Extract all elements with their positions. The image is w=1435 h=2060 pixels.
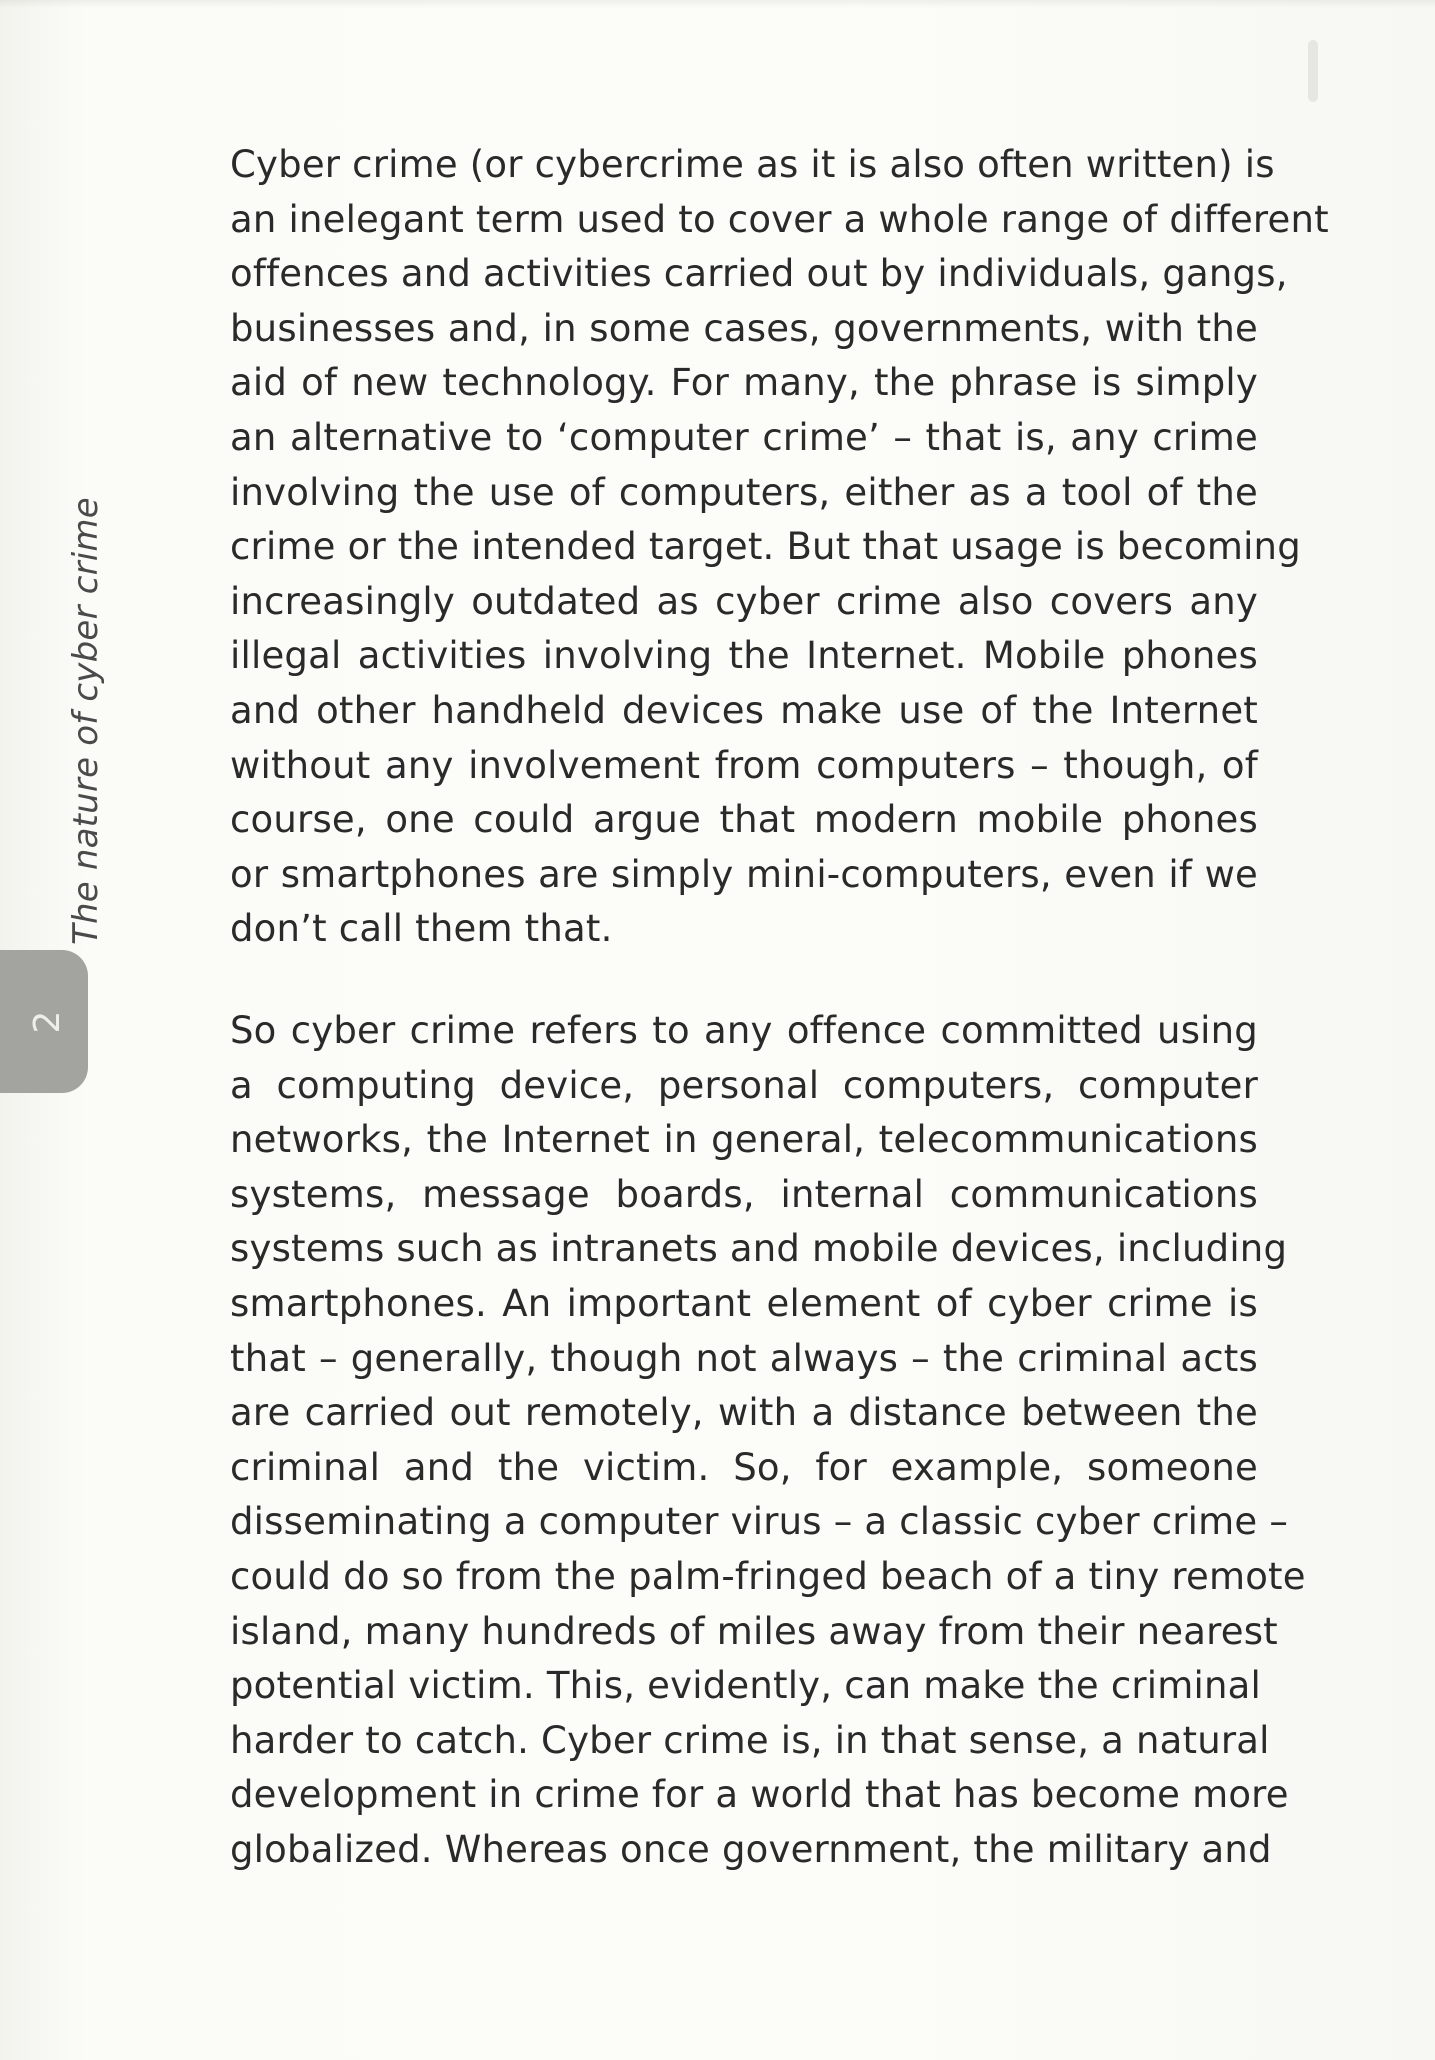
- text-line: that – generally, though not always – the criminal acts: [230, 1336, 1258, 1380]
- text-line: criminal and the victim. So, for example, someone: [230, 1445, 1258, 1489]
- text-line: illegal activities involving the Internet. Mobile phones: [230, 634, 1258, 678]
- text-line: crime or the intended target. But that usage is becoming: [230, 525, 1301, 569]
- text-line: could do so from the palm-fringed beach of a tiny remote: [230, 1554, 1306, 1598]
- text-line: are carried out remotely, with a distance between the: [230, 1391, 1258, 1435]
- text-line: involving the use of computers, either as a tool of the: [230, 470, 1258, 514]
- text-line: businesses and, in some cases, governments, with the: [230, 306, 1258, 350]
- text-line: don’t call them that.: [230, 907, 613, 951]
- text-line: an alternative to ‘computer crime’ – that is, any crime: [230, 415, 1258, 459]
- chapter-number: 2: [27, 1010, 68, 1034]
- page-top-shadow: [0, 0, 1435, 8]
- text-line: harder to catch. Cyber crime is, in that sense, a natural: [230, 1718, 1270, 1762]
- text-line: a computing device, personal computers, computer: [230, 1063, 1258, 1107]
- text-line: disseminating a computer virus – a classic cyber crime –: [230, 1500, 1289, 1544]
- text-line: offences and activities carried out by individuals, gangs,: [230, 252, 1288, 296]
- text-line: aid of new technology. For many, the phrase is simply: [230, 361, 1258, 405]
- text-line: increasingly outdated as cyber crime also covers any: [230, 579, 1258, 623]
- paragraph-1: [230, 138, 1329, 957]
- text-line: without any involvement from computers – though, of: [230, 743, 1258, 787]
- text-line: course, one could argue that modern mobile phones: [230, 798, 1258, 842]
- text-line: networks, the Internet in general, telecommunications: [230, 1118, 1258, 1162]
- scan-edge-mark: [1308, 40, 1318, 102]
- text-line: smartphones. An important element of cyber crime is: [230, 1281, 1258, 1325]
- running-head-text: The nature of cyber crime: [66, 497, 106, 945]
- text-line: systems, message boards, internal communications: [230, 1172, 1258, 1216]
- text-line: or smartphones are simply mini-computers, even if we: [230, 852, 1258, 896]
- text-line: potential victim. This, evidently, can make the criminal: [230, 1664, 1262, 1708]
- text-line: systems such as intranets and mobile devices, including: [230, 1227, 1288, 1271]
- text-line: Cyber crime (or cybercrime as it is also often written) is: [230, 143, 1275, 186]
- text-line: an inelegant term used to cover a whole range of different: [230, 197, 1329, 241]
- text-line: development in crime for a world that has become more: [230, 1773, 1289, 1817]
- text-line: So cyber crime refers to any offence committed using: [230, 1009, 1258, 1052]
- text-line: island, many hundreds of miles away from their nearest: [230, 1609, 1278, 1653]
- chapter-tab: [0, 950, 88, 1093]
- text-line: globalized. Whereas once government, the military and: [230, 1827, 1272, 1871]
- text-line: and other handheld devices make use of the Internet: [230, 688, 1258, 732]
- paragraph-2: [230, 1004, 1306, 1878]
- running-head: [38, 495, 106, 945]
